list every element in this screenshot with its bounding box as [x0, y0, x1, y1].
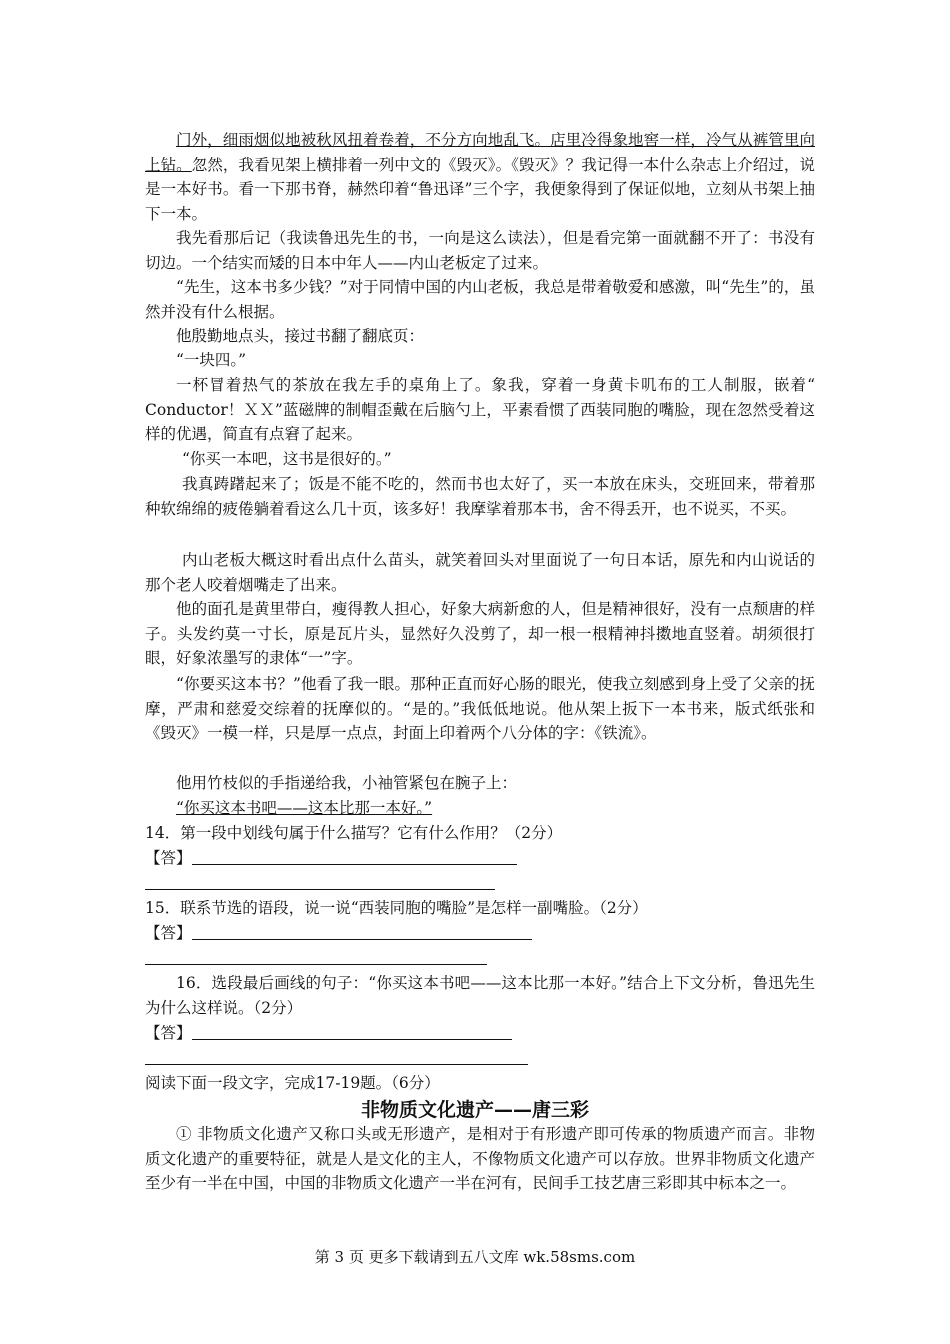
- passage-paragraph-3: “先生，这本书多少钱？”对于同情中国的内山老板，我总是带着敬爱和感激，叫“先生”的，虽然并没有什么根据。: [145, 278, 815, 321]
- answer-label-14: 【答】: [145, 849, 192, 867]
- answer-line-15a: [192, 939, 532, 940]
- answer-line-16b: [145, 1064, 528, 1065]
- section-title: 非物质文化遗产——唐三彩: [360, 1099, 589, 1121]
- answer-line-15b: [145, 964, 487, 965]
- passage-paragraph-4: 他殷勤地点头，接过书翻了翻底页：: [176, 327, 425, 345]
- passage-paragraph-12: 他用竹枝似的手指递给我，小袖管紧包在腕子上：: [176, 774, 518, 792]
- page-footer: 第 3 页 更多下载请到五八文库 wk.58sms.com: [314, 1248, 636, 1266]
- answer-line-14b: [145, 889, 495, 890]
- passage-paragraph-13: [145, 796, 815, 821]
- passage-paragraph-1: [145, 128, 815, 226]
- passage-paragraph-9: 内山老板大概这时看出点什么苗头，就笑着回头对里面说了一句日本话，原先和内山说话的那个老人咬着烟嘴走了出来。: [145, 551, 815, 594]
- section-intro: 阅读下面一段文字，完成17-19题。（6分）: [145, 1074, 440, 1092]
- passage-paragraph-6: 一杯冒着热气的茶放在我左手的桌角上了。象我，穿着一身黄卡叽布的工人制服，嵌着“ Conductor！ＸＸ”蓝磁牌的制帽歪戴在后脑勺上，平素看惯了西装同胞的嘴脸，现在忽然受着这样的优遇，简直有点窘了起来。: [145, 376, 815, 443]
- passage-paragraph-7: “你买一本吧，这书是很好的。”: [182, 450, 392, 468]
- answer-label-16: 【答】: [145, 1024, 192, 1042]
- answer-line-14a: [192, 864, 517, 865]
- section-paragraph-1: ① 非物质文化遗产又称口头或无形遗产，是相对于有形遗产即可传承的物质遗产而言。非物质文化遗产的重要特征，就是人是文化的主人，不像物质文化遗产可以存放。世界非物质文化遗产至少有一半在中国，中国的非物质文化遗产一半在河有，民间手工技艺唐三彩即其中标本之一。: [145, 1125, 815, 1192]
- underlined-sentence-1: 门外，细雨烟似地被秋风扭着卷着，不分方向地乱飞。店里冷得象地窖一样，冷气从裤管里向上钻。: [145, 131, 815, 174]
- underlined-sentence-2: “你买这本书吧——这本比那一本好。”: [176, 799, 433, 817]
- passage-paragraph-2: 我先看那后记（我读鲁迅先生的书，一向是这么读法），但是看完第一面就翻不开了：书没有切边。一个结实而矮的日本中年人——内山老板定了过来。: [145, 229, 815, 272]
- answer-line-16a: [192, 1039, 512, 1040]
- paragraph-1-rest: 忽然，我看见架上横排着一列中文的《毁灭》。《毁灭》？我记得一本什么杂志上介绍过，说是一本好书。看一下那书脊，赫然印着“鲁迅译”三个字，我便象得到了保证似地，立刻从书架上抽下一本。: [145, 155, 815, 223]
- passage-paragraph-10: 他的面孔是黄里带白，瘦得教人担心，好象大病新愈的人，但是精神很好，没有一点颓唐的样子。头发约莫一寸长，原是瓦片头，显然好久没剪了，却一根一根精神抖擞地直竖着。胡须很打眼，好象浓墨写的隶体“一”字。: [145, 600, 815, 667]
- question-15: 15．联系节选的语段，说一说“西装同胞的嘴脸”是怎样一副嘴脸。（2分）: [145, 899, 648, 917]
- passage-paragraph-5: “一块四。”: [176, 351, 247, 369]
- question-16: 16．选段最后画线的句子：“你买这本书吧——这本比那一本好。”结合上下文分析，鲁迅先生为什么这样说。（2分）: [145, 974, 815, 1017]
- passage-paragraph-11: “你要买这本书？”他看了我一眼。那种正直而好心肠的眼光，使我立刻感到身上受了父亲的抚摩，严肃和慈爱交综着的抚摩似的。“是的。”我低低地说。他从架上扳下一本书来，版式纸张和《毁灭》一模一样，只是厚一点点，封面上印着两个八分体的字：《铁流》。: [145, 675, 815, 742]
- answer-label-15: 【答】: [145, 924, 192, 942]
- question-14: 14．第一段中划线句属于什么描写？它有什么作用？（2分）: [145, 824, 563, 842]
- passage-paragraph-8: 我真踌躇起来了；饭是不能不吃的，然而书也太好了，买一本放在床头，交班回来，带着那种软绵绵的疲倦躺着看这么几十页，该多好！我摩挲着那本书，舍不得丢开，也不说买，不买。: [145, 475, 815, 518]
